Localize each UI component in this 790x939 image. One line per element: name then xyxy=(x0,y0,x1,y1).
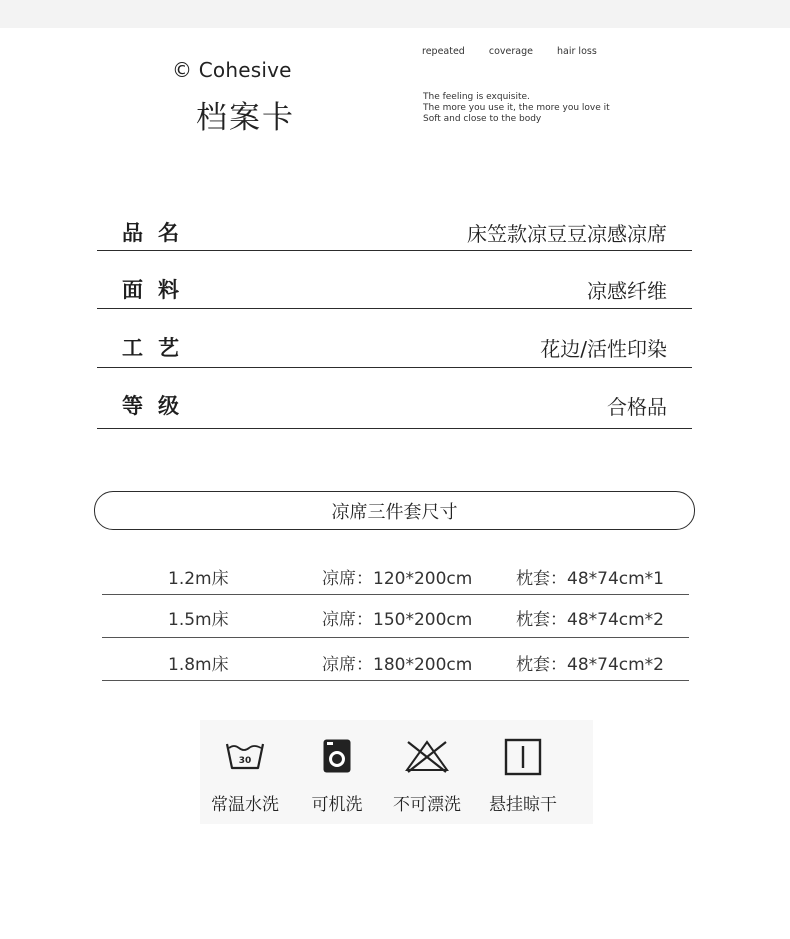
care-label: 悬挂晾干 xyxy=(489,795,557,815)
size-section-title: 凉席三件套尺寸 xyxy=(94,491,695,530)
info-value: 凉感纤维 xyxy=(587,279,667,303)
info-label: 面料 xyxy=(122,278,194,302)
slogan xyxy=(423,92,610,125)
info-row-fabric xyxy=(97,251,692,309)
care-instructions xyxy=(200,720,593,824)
tag-coverage: coverage xyxy=(488,46,533,57)
pillow-size: 枕套：48*74cm*2 xyxy=(516,655,664,675)
bed-size: 1.5m床 xyxy=(168,610,229,630)
slogan-line: The feeling is exquisite. xyxy=(423,92,530,102)
info-label: 等级 xyxy=(122,394,194,418)
care-label: 可机洗 xyxy=(311,795,363,815)
page-title: 档案卡 xyxy=(196,100,295,136)
wash-30-icon xyxy=(225,738,265,778)
info-value: 花边/活性印染 xyxy=(540,337,667,361)
pillow-size: 枕套：48*74cm*2 xyxy=(516,610,664,630)
info-row-grade xyxy=(97,368,692,429)
care-label: 常温水洗 xyxy=(211,795,279,815)
care-item-wash xyxy=(200,720,290,824)
mat-size: 凉席：180*200cm xyxy=(322,655,473,675)
tag-repeated: repeated xyxy=(422,46,465,57)
care-item-hang xyxy=(478,720,568,824)
table-row xyxy=(102,556,689,595)
info-row-name xyxy=(97,210,692,251)
info-value: 合格品 xyxy=(607,395,667,419)
size-table xyxy=(102,556,689,681)
care-item-bleach xyxy=(382,720,472,824)
slogan-line: Soft and close to the body xyxy=(423,114,542,124)
bed-size: 1.2m床 xyxy=(168,569,229,589)
table-row xyxy=(102,638,689,681)
feature-tags xyxy=(422,46,618,57)
care-item-machine xyxy=(292,720,382,824)
table-row xyxy=(102,595,689,638)
bed-size: 1.8m床 xyxy=(168,655,229,675)
info-row-craft xyxy=(97,309,692,368)
care-label: 不可漂洗 xyxy=(393,795,461,815)
info-label: 品名 xyxy=(122,221,194,245)
mat-size: 凉席：120*200cm xyxy=(322,569,473,589)
no-bleach-icon xyxy=(404,738,450,778)
info-value: 床笠款凉豆豆凉感凉席 xyxy=(467,222,667,246)
brand-name: © Cohesive xyxy=(172,58,292,82)
pillow-size: 枕套：48*74cm*1 xyxy=(516,569,664,589)
product-info-table xyxy=(97,210,692,429)
machine-wash-icon xyxy=(322,738,352,778)
svg-text:30: 30 xyxy=(238,756,252,766)
top-band xyxy=(0,0,790,28)
mat-size: 凉席：150*200cm xyxy=(322,610,473,630)
tag-hair-loss: hair loss xyxy=(557,46,597,57)
hang-dry-icon xyxy=(504,738,542,780)
info-label: 工艺 xyxy=(122,336,194,360)
slogan-line: The more you use it, the more you love it xyxy=(423,103,610,113)
